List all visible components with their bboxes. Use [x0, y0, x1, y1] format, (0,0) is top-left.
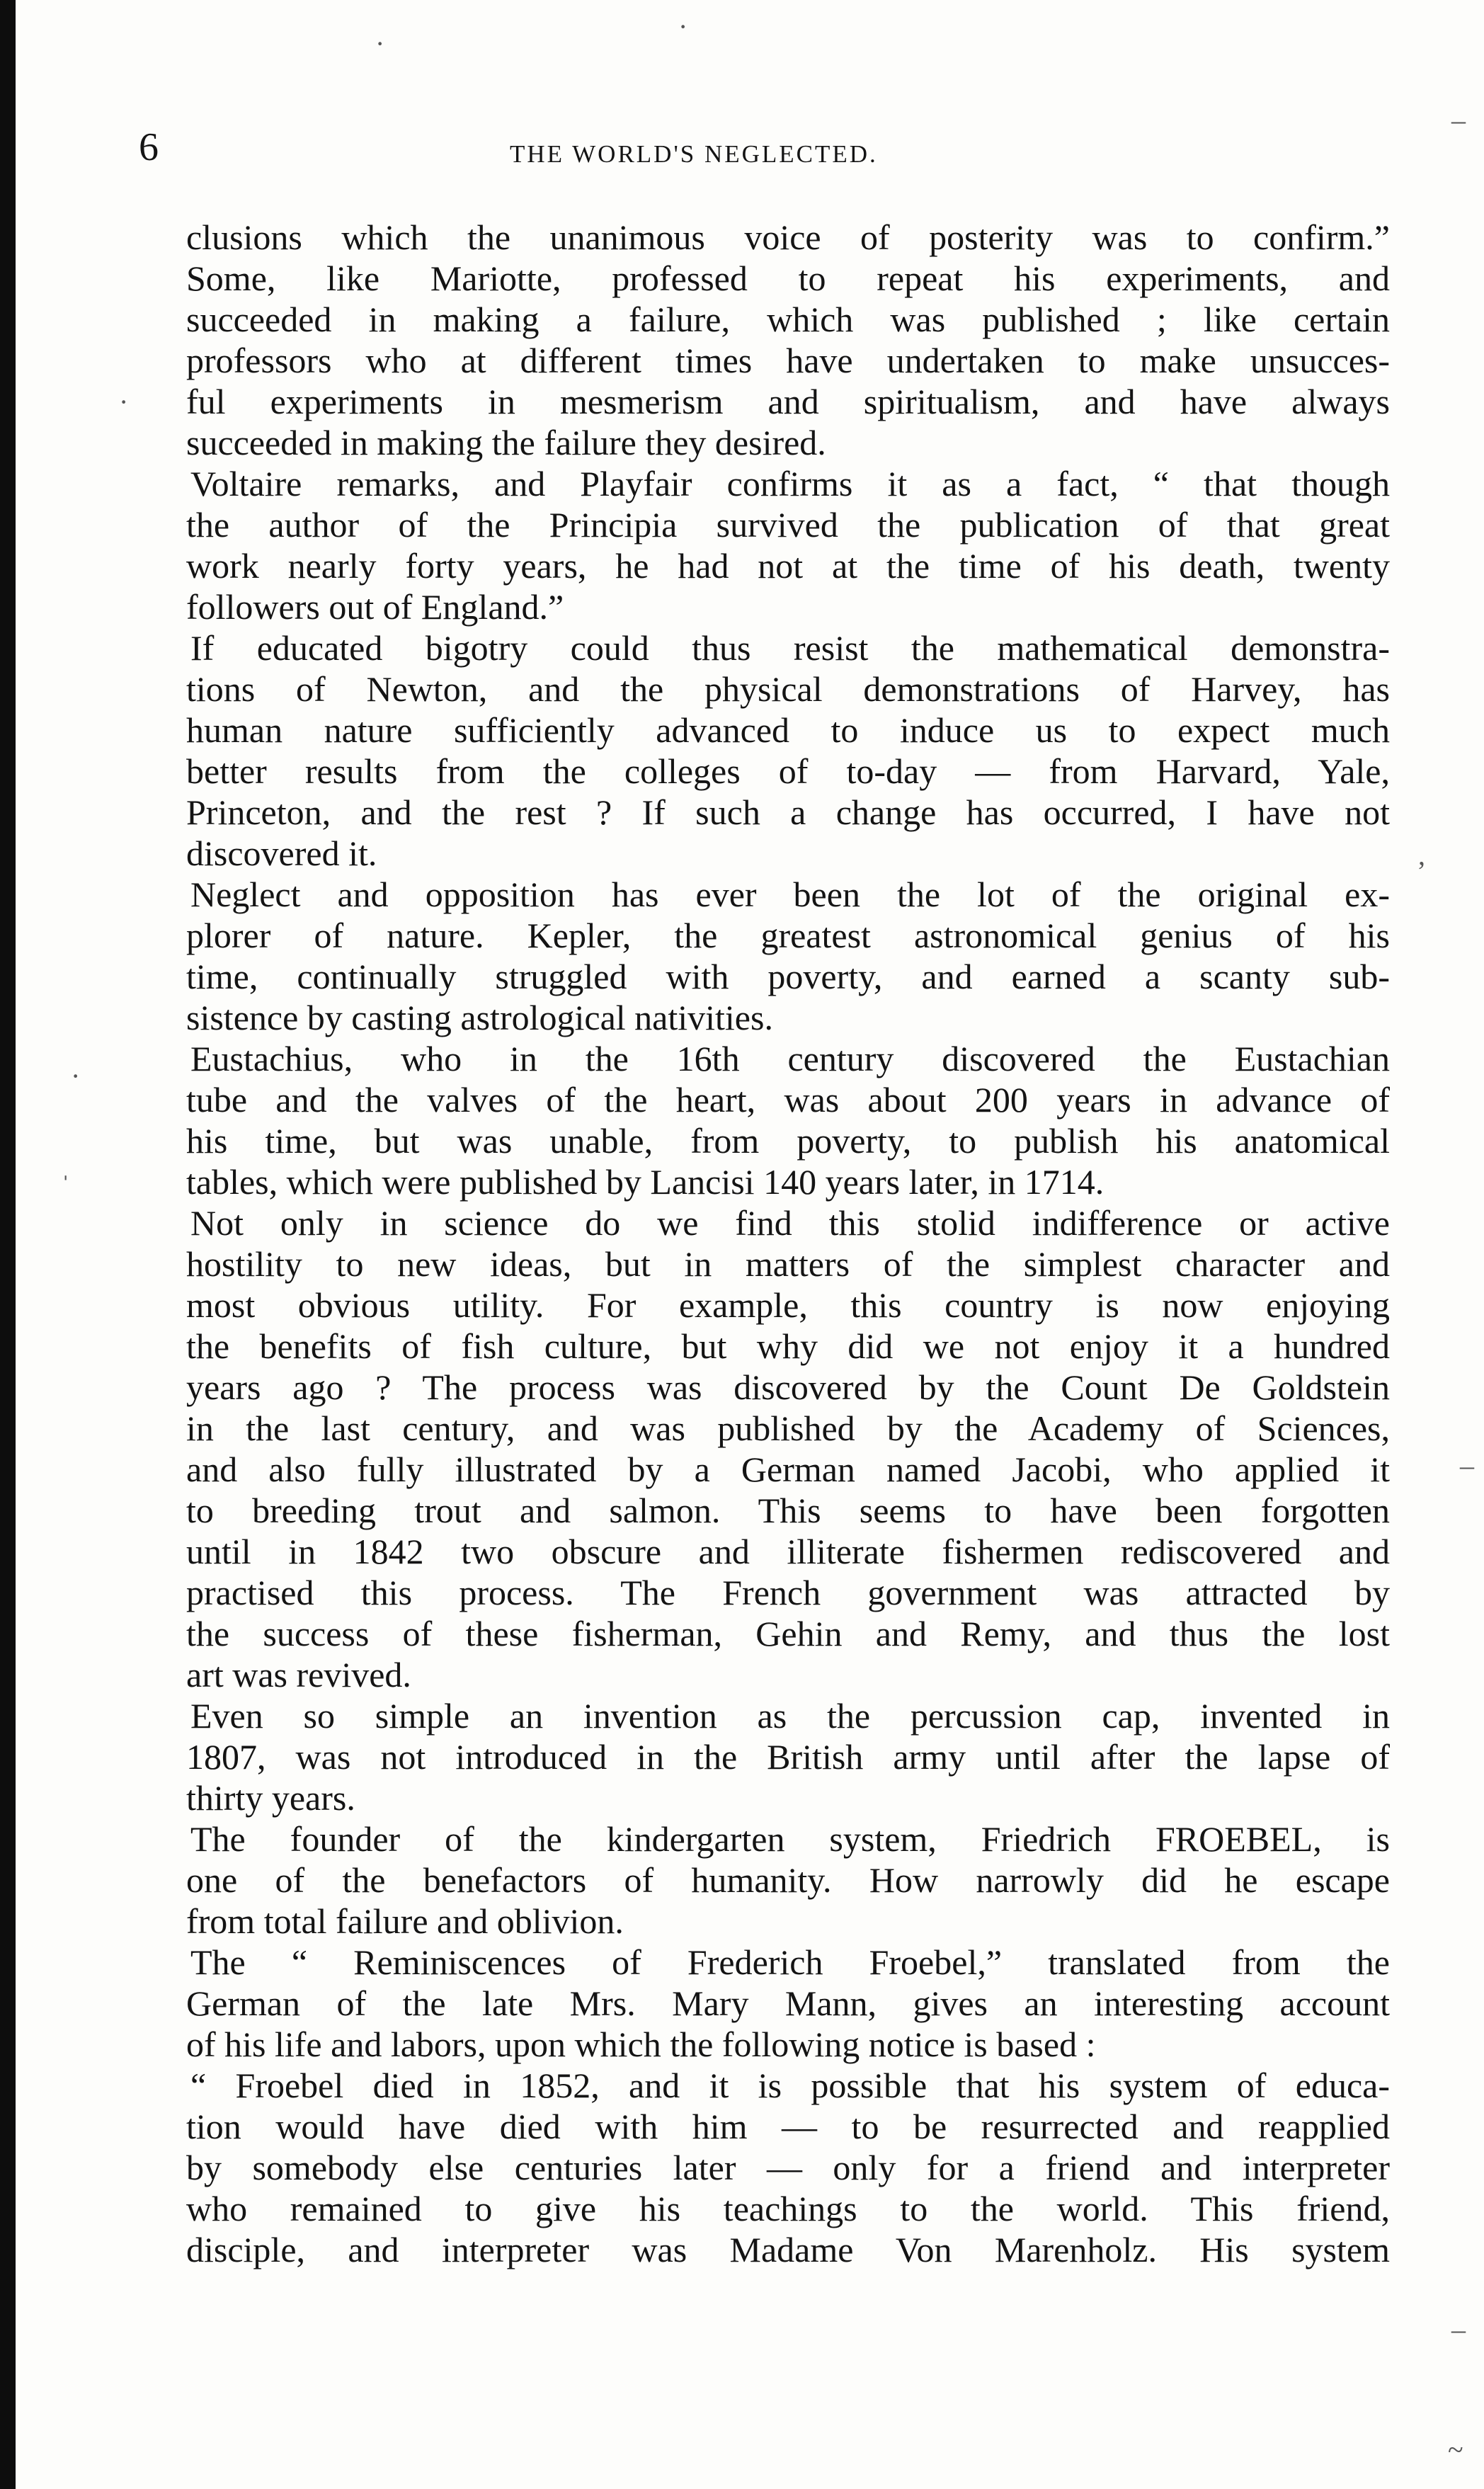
text-line: in the last century, and was published by the Academy of Sciences, [186, 1408, 1390, 1448]
text-line: work nearly forty years, he had not at the time of his death, twenty [186, 546, 1390, 586]
text-line: his time, but was unable, from poverty, to publish his anatomical [186, 1121, 1390, 1161]
text-line: Neglect and opposition has ever been the lot of the original ex- [190, 875, 1390, 914]
text-line: better results from the colleges of to-day — from Harvard, Yale, [186, 751, 1390, 791]
text-line: human nature sufficiently advanced to induce us to expect much [186, 710, 1390, 750]
scan-speck: ˈ [61, 1170, 71, 1202]
text-line: practised this process. The French government was attracted by [186, 1573, 1390, 1612]
text-line: Some, like Mariotte, professed to repeat his experiments, and [186, 258, 1390, 298]
text-line: “ Froebel died in 1852, and it is possible that his system of educa- [190, 2066, 1390, 2105]
text-line: clusions which the unanimous voice of posterity was to confirm.” [186, 217, 1390, 257]
text-line: If educated bigotry could thus resist the mathematical demonstra- [190, 628, 1390, 668]
text-line: who remained to give his teachings to the world. This friend, [186, 2189, 1390, 2228]
text-line: 1807, was not introduced in the British army until after the lapse of [186, 1737, 1390, 1777]
text-line: plorer of nature. Kepler, the greatest astronomical genius of his [186, 916, 1390, 955]
text-line: to breeding trout and salmon. This seems to have been forgotten [186, 1491, 1390, 1530]
text-line: followers out of England.” [186, 587, 564, 627]
scan-speck: – [1451, 104, 1466, 136]
text-line: The founder of the kindergarten system, Friedrich FROEBEL, is [190, 1819, 1390, 1859]
scan-speck: – [1460, 1449, 1474, 1481]
text-line: tube and the valves of the heart, was about 200 years in advance of [186, 1080, 1390, 1120]
text-line: tables, which were published by Lancisi 140 years later, in 1714. [186, 1162, 1105, 1202]
text-line: the benefits of fish culture, but why did we not enjoy it a hundred [186, 1326, 1390, 1366]
text-line: sistence by casting astrological nativities. [186, 998, 773, 1037]
scan-speck: · [375, 28, 385, 59]
scan-speck: · [71, 1060, 81, 1092]
text-line: succeeded in making the failure they desired. [186, 423, 826, 462]
text-line: Not only in science do we find this stolid indifference or active [190, 1203, 1390, 1243]
text-line: years ago ? The process was discovered by the Count De Goldstein [186, 1367, 1390, 1407]
scan-speck: – [1451, 2313, 1466, 2345]
text-line: ful experiments in mesmerism and spiritualism, and have always [186, 382, 1390, 421]
text-line: the success of these fisherman, Gehin and Remy, and thus the lost [186, 1614, 1390, 1653]
body-text [186, 217, 1390, 2270]
page-number: 6 [139, 125, 159, 169]
text-line: succeeded in making a failure, which was published ; like certain [186, 300, 1390, 339]
text-line: tions of Newton, and the physical demonstrations of Harvey, has [186, 669, 1390, 709]
text-line: and also fully illustrated by a German named Jacobi, who applied it [186, 1449, 1390, 1489]
text-line: Princeton, and the rest ? If such a change has occurred, I have not [186, 792, 1390, 832]
scan-speck: ~ [1448, 2434, 1463, 2466]
text-line: Eustachius, who in the 16th century discovered the Eustachian [190, 1039, 1390, 1078]
text-line: time, continually struggled with poverty, and earned a scanty sub- [186, 957, 1390, 996]
scan-speck: · [678, 11, 688, 42]
scan-speck: · [119, 386, 129, 418]
text-line: until in 1842 two obscure and illiterate fishermen rediscovered and [186, 1532, 1390, 1571]
scan-speck: , [1418, 839, 1425, 871]
text-line: German of the late Mrs. Mary Mann, gives an interesting account [186, 1983, 1390, 2023]
text-line: art was revived. [186, 1655, 411, 1695]
text-line: the author of the Principia survived the publication of that great [186, 505, 1390, 545]
text-line: tion would have died with him — to be resurrected and reapplied [186, 2107, 1390, 2146]
text-line: Voltaire remarks, and Playfair confirms it as a fact, “ that though [190, 464, 1390, 503]
text-line: hostility to new ideas, but in matters of the simplest character and [186, 1244, 1390, 1284]
text-line: from total failure and oblivion. [186, 1901, 624, 1941]
text-line: Even so simple an invention as the percussion cap, invented in [190, 1696, 1390, 1736]
text-line: The “ Reminiscences of Frederich Froebel,” translated from the [190, 1942, 1390, 1982]
text-line: discovered it. [186, 833, 377, 873]
running-head: THE WORLD'S NEGLECTED. [510, 140, 878, 168]
text-line: thirty years. [186, 1778, 355, 1818]
text-line: of his life and labors, upon which the following notice is based : [186, 2024, 1096, 2064]
text-line: by somebody else centuries later — only for a friend and interpreter [186, 2148, 1390, 2187]
text-line: most obvious utility. For example, this country is now enjoying [186, 1285, 1390, 1325]
text-line: disciple, and interpreter was Madame Von Marenholz. His system [186, 2230, 1390, 2269]
scan-left-edge [0, 0, 16, 2489]
text-line: professors who at different times have undertaken to make unsucces- [186, 341, 1390, 380]
text-line: one of the benefactors of humanity. How narrowly did he escape [186, 1860, 1390, 1900]
